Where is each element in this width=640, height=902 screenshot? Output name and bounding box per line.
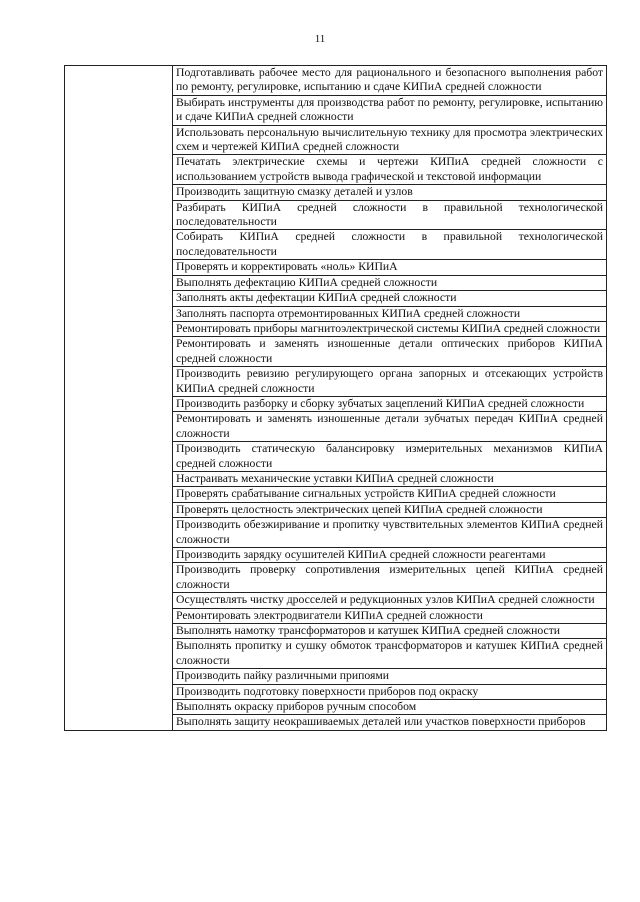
skill-cell: Проверять и корректировать «ноль» КИПиА bbox=[173, 260, 607, 275]
skill-cell: Настраивать механические уставки КИПиА средней сложности bbox=[173, 471, 607, 486]
skill-cell: Производить ревизию регулирующего органа запорных и отсекающих устройств КИПиА средней сложности bbox=[173, 367, 607, 397]
skill-cell: Использовать персональную вычислительную технику для просмотра электрических схем и чертежей КИПиА средней сложности bbox=[173, 125, 607, 155]
skill-cell: Проверять срабатывание сигнальных устройств КИПиА средней сложности bbox=[173, 487, 607, 502]
skill-cell: Производить статическую балансировку измерительных механизмов КИПиА средней сложности bbox=[173, 442, 607, 472]
skill-cell: Собирать КИПиА средней сложности в правильной технологической последовательности bbox=[173, 230, 607, 260]
skill-cell: Производить проверку сопротивления измерительных цепей КИПиА средней сложности bbox=[173, 563, 607, 593]
skill-cell: Заполнять акты дефектации КИПиА средней сложности bbox=[173, 291, 607, 306]
skill-cell: Выбирать инструменты для производства работ по ремонту, регулировке, испытанию и сдаче КИПиА средней сложности bbox=[173, 95, 607, 125]
skill-cell: Разбирать КИПиА средней сложности в правильной технологической последовательности bbox=[173, 200, 607, 230]
skill-cell: Печатать электрические схемы и чертежи КИПиА средней сложности с использованием устройств вывода графической и текстовой информации bbox=[173, 155, 607, 185]
skill-cell: Подготавливать рабочее место для рационального и безопасного выполнения работ по ремонту, регулировке, испытанию и сдаче КИПиА средней сложности bbox=[173, 66, 607, 96]
skill-cell: Ремонтировать приборы магнитоэлектрической системы КИПиА средней сложности bbox=[173, 321, 607, 336]
skill-cell: Заполнять паспорта отремонтированных КИПиА средней сложности bbox=[173, 306, 607, 321]
skill-cell: Осуществлять чистку дросселей и редукционных узлов КИПиА средней сложности bbox=[173, 593, 607, 608]
skill-cell: Выполнять намотку трансформаторов и катушек КИПиА средней сложности bbox=[173, 624, 607, 639]
skill-cell: Выполнять защиту неокрашиваемых деталей или участков поверхности приборов bbox=[173, 715, 607, 730]
skill-cell: Выполнять окраску приборов ручным способом bbox=[173, 700, 607, 715]
skill-cell: Производить подготовку поверхности приборов под окраску bbox=[173, 684, 607, 699]
skill-cell: Выполнять дефектацию КИПиА средней сложности bbox=[173, 275, 607, 290]
skill-cell: Производить защитную смазку деталей и узлов bbox=[173, 185, 607, 200]
skill-cell: Производить обезжиривание и пропитку чувствительных элементов КИПиА средней сложности bbox=[173, 518, 607, 548]
skill-cell: Производить разборку и сборку зубчатых зацеплений КИПиА средней сложности bbox=[173, 396, 607, 411]
skill-cell: Ремонтировать и заменять изношенные детали зубчатых передач КИПиА средней сложности bbox=[173, 412, 607, 442]
skill-cell: Ремонтировать электродвигатели КИПиА средней сложности bbox=[173, 608, 607, 623]
table-row bbox=[65, 66, 607, 96]
skills-table bbox=[64, 65, 607, 731]
skill-cell: Проверять целостность электрических цепей КИПиА средней сложности bbox=[173, 502, 607, 517]
skill-cell: Производить пайку различными припоями bbox=[173, 669, 607, 684]
skill-cell: Ремонтировать и заменять изношенные детали оптических приборов КИПиА средней сложности bbox=[173, 337, 607, 367]
function-cell-empty bbox=[65, 66, 173, 731]
skill-cell: Производить зарядку осушителей КИПиА средней сложности реагентами bbox=[173, 548, 607, 563]
skill-cell: Выполнять пропитку и сушку обмоток трансформаторов и катушек КИПиА средней сложности bbox=[173, 639, 607, 669]
page-number: 11 bbox=[314, 33, 326, 45]
